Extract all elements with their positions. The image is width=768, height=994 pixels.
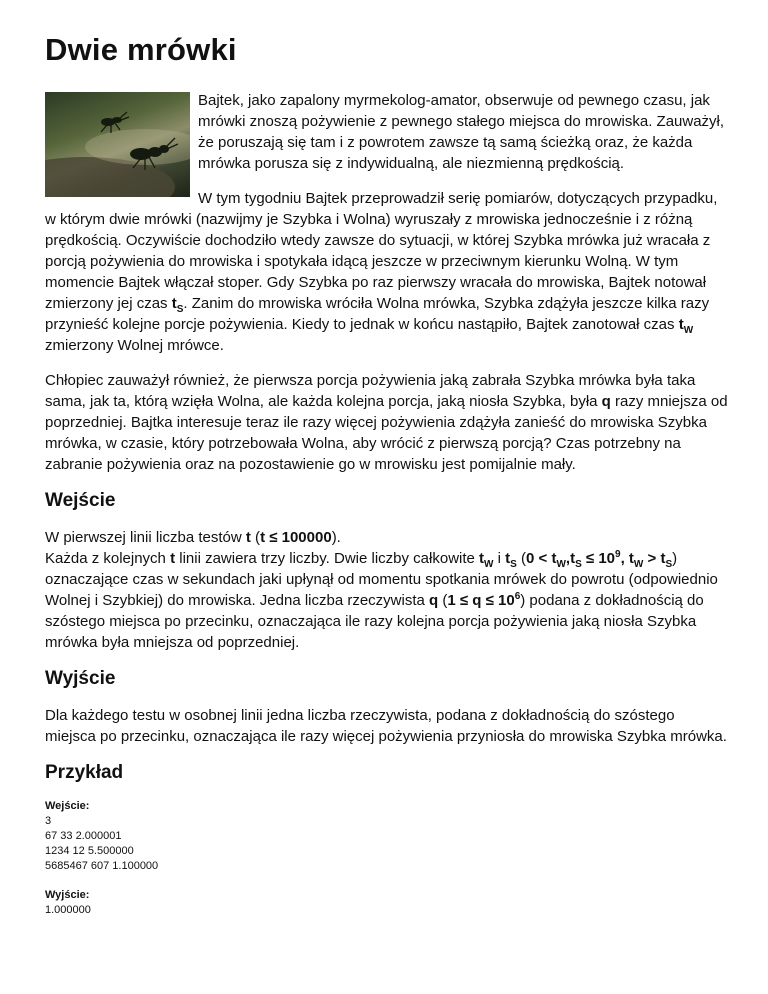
example-output-line: 1.000000 [45,904,91,916]
input-line-1: W pierwszej linii liczba testów t (t ≤ 100000). [45,529,341,546]
example-input-label: Wejście: [45,800,90,812]
section-heading-output: Wyjście [45,668,116,689]
intro-section [45,90,728,475]
example-input-line: 3 [45,815,52,827]
ants-photo [45,92,190,197]
document [45,30,728,918]
output-description: Dla każdego testu w osobnej linii jedna liczba rzeczywista, podana z dokładnością do szóstego miejsca po przecinku, oznaczająca ile razy więcej pożywienia przyniosła do mrowiska Szybka mrówka. [45,707,727,745]
section-heading-example: Przykład [45,762,124,783]
section-heading-input: Wejście [45,490,116,511]
example-output [45,888,728,918]
example-input [45,799,728,874]
input-line-2: Każda z kolejnych t linii zawiera trzy liczby. Dwie liczby całkowite $t_W$ i $t_S$ ($0 < t_W,t_S \le 10^9$, $t_W > t_S$) oznaczające czas w sekundach jaki upłynął od momentu spotkania mrówek do powrotu (odpowiednio Wolnej i Szybkiej) do mrowiska. Jedna liczba rzeczywista q $(1 \le q \le 10^6)$ podana z dokładnością do szóstego miejsca po przecinku, oznaczająca ile razy kolejna porcja pożywienia jaką niosła Szybka mrówka była mniejsza od poprzedniej. [45,549,718,651]
example-output-label: Wyjście: [45,889,90,901]
intro-paragraph-1: Bajtek, jako zapalony myrmekolog-amator, obserwuje od pewnego czasu, jak mrówki znoszą pożywienie z pewnego stałego miejsca do mrowiska. Zauważył, że poruszają się tam i z powrotem zawsze tą samą ścieżką oraz, że każda mrówka porusza się z indywidualną, ale niezmienną prędkością. [198,92,725,172]
example-input-line: 67 33 2.000001 [45,830,122,842]
intro-paragraph-2: W tym tygodniu Bajtek przeprowadził serię pomiarów, dotyczących przypadku, w którym dwie mrówki (nazwijmy je Szybka i Wolna) wyruszały z mrowiska jednocześnie i z różną prędkością. Oczywiście dochodziło wtedy zawsze do sytuacji, w której Szybka mrówka już wracała z porcją pożywienia do mrowiska i spotykała idącą jeszcze w przeciwnym kierunku Wolną. W tym momencie Bajtek włączał stoper. Gdy Szybka po raz pierwszy wracała do mrowiska, Bajtek notował zmierzony jej czas $t_S$. Zanim do mrowiska wróciła Wolna mrówka, Szybka zdążyła jeszcze kilka razy przynieść kolejne porcje pożywienia. Kiedy to jednak w końcu nastąpiło, Bajtek zanotował czas $t_W$ zmierzony Wolnej mrówce. [45,190,718,354]
example-input-line: 5685467 607 1.100000 [45,860,159,872]
page-title: Dwie mrówki [45,32,237,67]
example-input-line: 1234 12 5.500000 [45,845,134,857]
intro-paragraph-3: Chłopiec zauważył również, że pierwsza porcja pożywienia jaką zabrała Szybka mrówka była taka sama, jak ta, którą wzięła Wolna, ale każda kolejna porcja, jaką niosła Szybka, była q razy mniejsza od poprzedniej. Bajtka interesuje teraz ile razy więcej pożywienia zdążyła zanieść do mrowiska Szybka mrówka, w czasie, który potrzebowała Wolna, aby wrócić z pierwszą porcją? Czas potrzebny na zabranie pożywienia oraz na pozostawienie go w mrowisku jest pomijalnie mały. [45,372,728,473]
